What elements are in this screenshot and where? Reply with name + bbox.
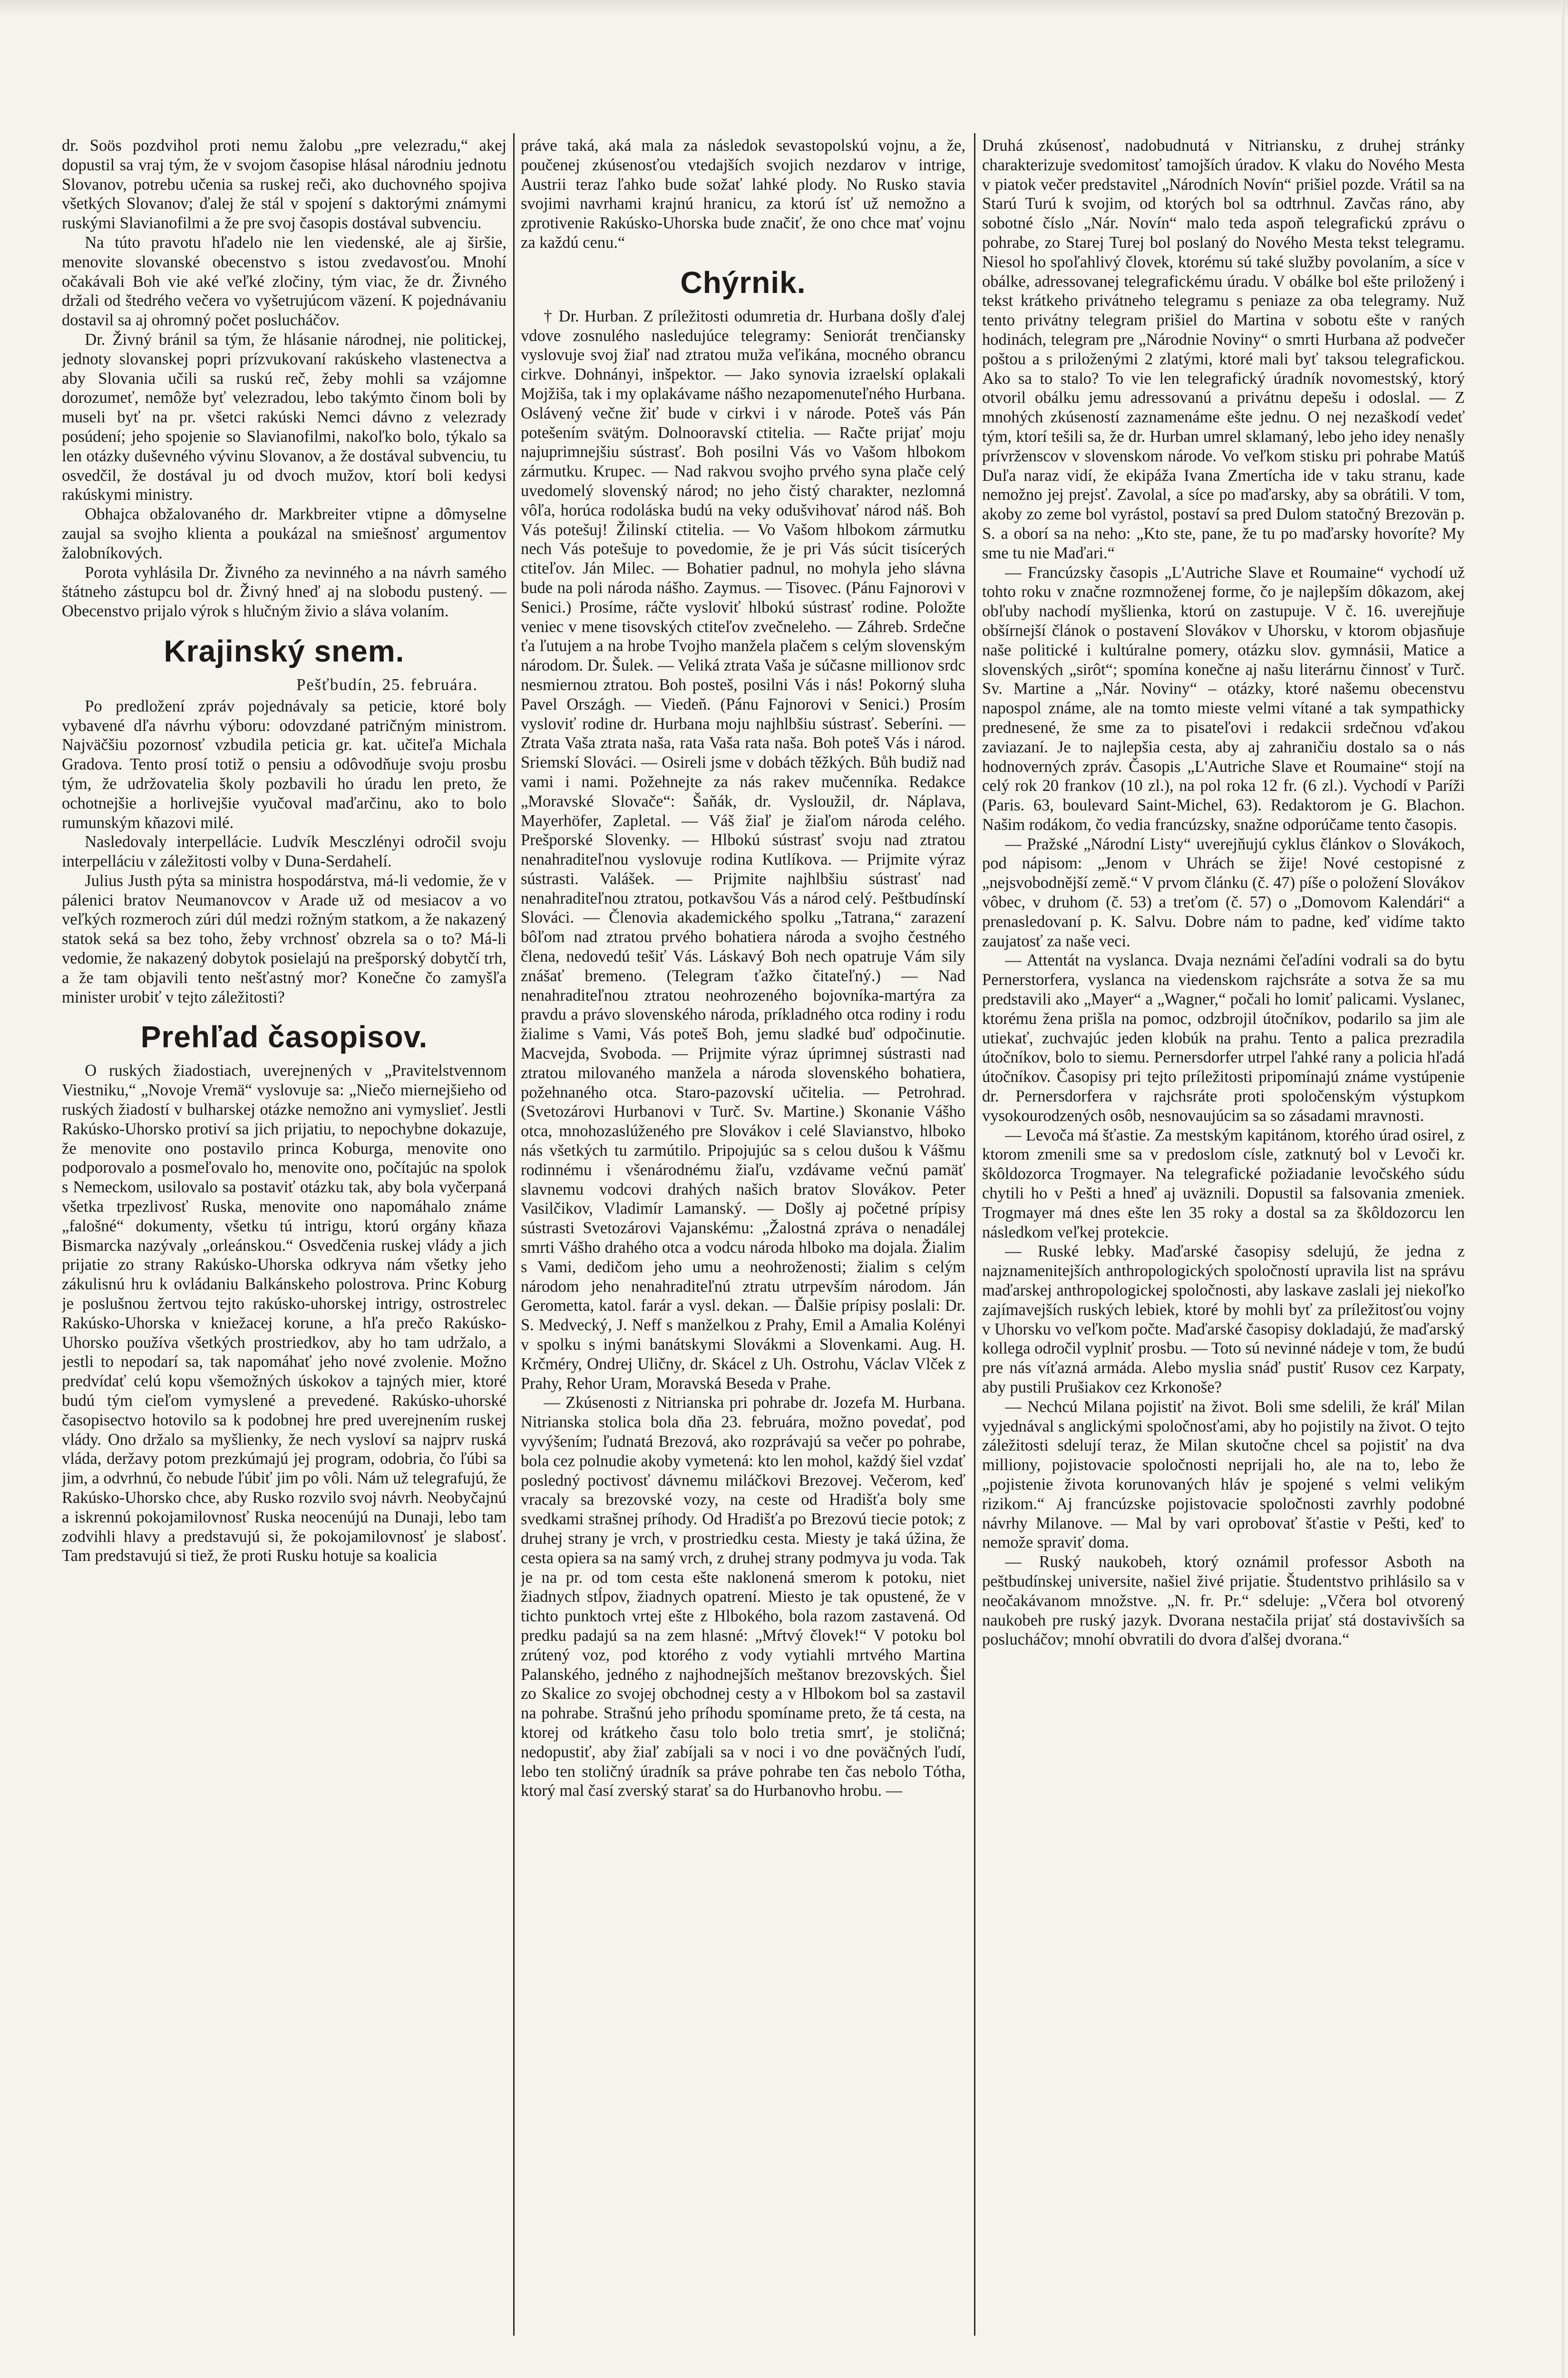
- article-paragraph: Porota vyhlásila Dr. Živného za nevinného a na návrh samého štátneho zástupcu bol dr. Živný hneď aj na slobodu pustený. — Obecenstvo prijalo výrok s hlučným živio a sláva volaním.: [62, 563, 506, 621]
- article-paragraph: Julius Justh pýta sa ministra hospodárstva, má-li vedomie, že v pálenici bratov Neumanovcov v Arade už od mesiacov a vo veľkých rozmeroch zúri dúl medzi rožným statkom, a že nakazený statok seká sa bez toho, žeby vrchnosť obzrela sa o to? Má-li vedomie, že nakazený dobytok posielajú na prešporský dobytčí trh, a že tam objavili tento nešťastný mor? Konečne čo zamyšľa minister urobiť v tejto záležitosti?: [62, 871, 506, 1006]
- news-item: — Attentát na vyslanca. Dvaja neznámi čeľadíni vodrali sa do bytu Pernerstorfera, vyslanca na viedenskom rajchsráte a sotva že sa mu predstavili ako „Mayer“ a „Wagner,“ počali ho lomiť palicami. Vyslanec, ktorému žena prišla na pomoc, odzbrojil útočníkov, podarilo sa jim ale utiekať, zuchvajúc jeden klobúk na prahu. Tento a palica prezradila útočníkov, bolo to siemu. Pernersdorfer utrpel ľahké rany a policia hľadá útočníkov. Časopisy pri tejto príležitosti pripomínajú známe vystúpenie dr. Pernersdorfera v rajchsráte proti spoločenským výstupkom vysokourodzených osôb, nesnovaujúcim sa so zásadami mravnosti.: [982, 951, 1465, 1125]
- dateline: Pešťbudín, 25. februára.: [296, 675, 478, 694]
- article-paragraph: Po predložení zpráv pojednávaly sa peticie, ktoré boly vybavené dľa návrhu výboru: odovzdané patričným ministrom. Najväčšiu pozornosť vzbudila peticia gr. kat. učiteľa Michala Gradova. Tento prosí totiž o pensiu a odôvodňuje svoju prosbu tým, že udržovatelia školy pozbavili ho úradu len preto, že ochotnejšie a horlivejšie vyučoval maďarčinu, ako to bolo rumunským kňazovi milé.: [62, 697, 506, 832]
- section-heading-chyrnik: Chýrnik.: [680, 265, 806, 300]
- news-item: — Zkúsenosti z Nitrianska pri pohrabe dr. Jozefa M. Hurbana. Nitrianska stolica bola dňa 23. februára, možno povedať, pod vyvýšením; ľudnatá Brezová, ako rozprávajú sa večer po pohrabe, bola cez polnudie akoby vymetená: kto len mohol, každý šiel vzdať posledný poctivosť dávnemu miláčkovi Brezovej. Večerom, keď vracaly sa brezovské vozy, na ceste od Hradišťa boly sme svedkami strašnej príhody. Od Hradišťa po Brezovú tiecie potok; z druhej strany je vrch, v prostriedku cesta. Miesty je taká úžina, že cesta opiera sa na samý vrch, z druhej strany podmyva ju voda. Tak je na pr. od tom cesta ešte naklonená smerom k potoku, niet žiadnych stĺpov, žiadnych opatrení. Miesto je tak opustené, že v tichto punktoch vrtej ešte z Hlbokého, bola razom zastavená. Od predku padajú sa na zem hlasné: „Mŕtvý človek!“ V potoku bol zrútený voz, pod ktorého z vody vytiahli mrtvého Martina Palanského, jedného z najhodnejších meštanov brezovských. Šiel zo Skalice zo svojej obchodnej cesty a v Hlbokom bol sa zastavil na pohrabe. Strašnú jeho príhodu spomíname preto, že tá cesta, na ktorej od krátkeho času tolo bolo tretia smrť, je stoličná; nedopustiť, aby žiaľ zabíjali sa v noci i vo dne poväčných ľudí, lebo ten stoličný úradník sa práve pohrabe ten čas nebolo Tótha, ktorý mal časí zverský starať sa do Hurbanovho hrobu. —: [521, 1394, 965, 1800]
- article-paragraph: Dr. Živný bránil sa tým, že hlásanie národnej, nie politickej, jednoty slovanskej popri prízvukovaní rakúskeho vlastenectva a aby Slovania učili sa ruskú reč, žeby mohli sa vzájomne dorozumeť, nemôže byť velezradou, lebo takýmto činom boli by museli byť na pr. všetci rakúski Nemci dávno z velezrady posúdení; jeho spojenie so Slavianofilmi, nakoľko bolo, týkalo sa len otázky duševného vývinu Slovanov, a že dostával subvenciu, tu osvedčil, že dostával ju od dvoch mužov, ktorí boli kedysi rakúskymi ministry.: [62, 330, 506, 504]
- column-1: [62, 136, 506, 2331]
- article-paragraph: práve taká, aká mala za následok sevastopolskú vojnu, a že, poučenej zkúsenosťou vtedajších svojich nezdarov v intrige, Austrii teraz ľahko bude sožať lahké plody. No Rusko stavia svojimi navrhami krajnú hranicu, za ktorú ísť už nemožno a zprotivenie Rakúsko-Uhorska bude značiť, že ono chce mať vojnu za každú cenu.“: [521, 136, 965, 252]
- column-divider: [974, 133, 975, 2336]
- news-item: — Nechcú Milana pojistiť na život. Boli sme sdelili, že kráľ Milan vyjednával s anglickými spoločnosťami, aby ho pojistily na život. O tejto záležitosti sdelují teraz, že Milan skutočne chcel sa pojistiť na dva milliony, pojistovacie spoločnosti neprijali ho, ale na to, lebo že „pojistenie života korunovaných hláv je spojené s velmi velikým rizikom.“ Aj francúzske pojistovacie spoločnosti zavrhly podobné návrhy Milanove. — Mal by vari oprobovať šťastie v Pešti, keď to nemože spraviť doma.: [982, 1397, 1465, 1552]
- news-item: — Ruský naukobeh, ktorý oznámil professor Asboth na peštbudínskej universite, našiel živé prijatie. Študentstvo prihlásilo sa v neočakávanom množstve. „N. fr. Pr.“ sdeluje: „Včera bol otvorený naukobeh pre ruský jazyk. Dvorana nestačila prijať stá dostavivších sa poslucháčov; mnohí obvratili do dvora ďalšej dvorana.“: [982, 1553, 1465, 1649]
- section-heading-prehlad: Prehľad časopisov.: [140, 1020, 428, 1054]
- column-2: [521, 136, 965, 2331]
- article-paragraph: dr. Soös pozdvihol proti nemu žalobu „pre velezradu,“ akej dopustil sa vraj tým, že v svojom časopise hlásal národniu jednotu Slovanov, potrebu učenia sa ruskej reči, ako duchovného spojiva všetkých Slovanov; ďalej že stál v spojení s daktorými známymi ruskými Slavianofilmi a že pre svoj časopis dostával subvenciu.: [62, 136, 506, 233]
- news-item: — Pražské „Národní Listy“ uverejňujú cyklus článkov o Slovákoch, pod nápisom: „Jenom v Uhrách se žije! Nové cestopisné z „nejsvobodnější země.“ V prvom článku (č. 47) píše o položení Slovákov vôbec, v druhom (č. 53) a treťom (č. 57) o „Domovom Kalendári“ a prenasledovaní p. K. Salvu. Dobre nám to padne, keď vidíme takto zaujatosť za naše veci.: [982, 835, 1465, 950]
- news-item: — Ruské lebky. Maďarské časopisy sdelujú, že jedna z najznamenitejších anthropologických spoločností upravila list na správu maďarskej anthropologickej spoločnosti, aby laskave zaslali jej niekoľko zajímavejších ruských lebiek, ktoré by mohli byť za príležitosťou vojny v Uhorsku vo veľkom počte. Maďarské časopisy dokladajú, že maďarský kollega odročil vyplniť prosbu. — Toto sú nevinné nádeje v tom, že budú pre nás víťazná armáda. Alebo myslia snáď pustiť Rusov cez Karpaty, aby pustili Prušiakov cez Krkonoše?: [982, 1242, 1465, 1396]
- article-paragraph: O ruských žiadostiach, uverejnených v „Pravitelstvennom Viestniku,“ „Novoje Vremä“ vyslovuje sa: „Niečo miernejšieho od ruských žiadostí v bulharskej otázke nemožno ani vymyslieť. Jestli Rakúsko-Uhorsko protiví sa jich prijatiu, to nepochybne dokazuje, že menovite ono postavilo princa Koburga, menovite ono podporovalo a posmeľovalo ho, menovite ono, počítajúc na spolok s Nemeckom, usilovalo sa postaviť otázku tak, aby bola vyčerpaná všetka trpezlivosť Ruska, menovite ono napomáhalo známe „falošné“ dokumenty, všetku tú intrigu, ktorú orgány kňaza Bismarcka nazývaly „orleánskou.“ Osvedčenia ruskej vlády a jich prijatie zo strany Rakúsko-Uhorska odkryva nám všetky jeho zákulisnú hru k ovládaniu Balkánskeho polostrova. Princ Koburg je poslušnou žertvou tejto rakúsko-uhorskej intrigy, ostrostreleс Rakúsko-Uhorska v kniežacej korune, a hľa prečo Rakúsko-Uhorsko používa všetkých prostriedkov, aby ho tam udržalo, a jestli to nepodarí sa, tak napomáhať jeho nové zvolenie. Možno predvídať celú kopu všemožných úskokov a tajných mier, ktoré budú tým cieľom vymyslené a prevedené. Rakúsko-uhorské časopisectvo hotovilo sa k podobnej hre pred uverejnením ruskej vlády. Ono držalo sa myšlienky, že nech vysloví sa najprv ruská vláda, deržavy potom prezkúmajú jej program, odobria, čo ľúbi sa jim, a odvrhnú, čo nebude ľúbiť jim po vôli. Nám už telegrafujú, že Rakúsko-Uhorsko chce, aby Rusko rozvilo svoj návrh. Neobyčajnú a iskrennú pokojamilovnosť Ruska neocenújú na Dunaji, lebo tam zodvihli hlavy a predstavujú si, že pokojamilovnosť je slabosť. Tam predstavujú si tiež, že proti Rusku hotuje sa koalicia: [62, 1062, 506, 1565]
- news-item: — Levoča má šťastie. Za mestským kapitánom, ktorého úrad osirel, z ktorom zmenili sme sa v predoslom císle, zatknutý bol v Levoči kr. škôldozorca Trogmayer. Na telegrafické požiadanie levočského súdu chytili ho v Pešti a hneď aj uväznili. Dopustil sa falsovania zmeniek. Trogmayer má dnes ešte len 35 roky a dostal sa za škôldozorcu len následkom veľkej protekcie.: [982, 1126, 1465, 1241]
- section-heading-snem: Krajinský snem.: [164, 633, 405, 668]
- article-paragraph: Nasledovaly interpellácie. Ludvík Mesczlényi odročil svoju interpelláciu v záležitosti volby v Duna-Serdahelí.: [62, 833, 506, 871]
- page-top-edge: [0, 0, 1568, 17]
- column-divider: [513, 133, 515, 2336]
- column-3: [982, 136, 1465, 2331]
- page-edge-shadow: [1561, 0, 1564, 2378]
- news-item: † Dr. Hurban. Z príležitosti odumretia dr. Hurbana došly ďalej vdove zosnulého nasledujúce telegramy: Seniorát trenčiansky vyslovuje svoj žiaľ nad ztratou muža veľikána, mocného obrancu cirkve. Dohnányi, inšpektor. — Jako synovia izraelskí oplakali Mojžiša, tak i my oplakávame nášho nezapomenuteľného Hurbana. Oslávený večne žiť bude v cirkvi i v národe. Poteš vás Pán potešením svätým. Dolnooravskí ctitelia. — Račte prijať moju najuprimnejšiu sústrasť. Boh posilni Vás vo Vašom hlbokom zármutku. Krupec. — Nad rakvou svojho prvého syna plače celý uvedomelý slovenský národ; no jeho čistý charakter, nezlomná vôľa, horúca rodoláska budú na veky odušvihovať národ náš. Boh Vás potešuj! Žilinskí ctitelia. — Vo Vašom hlbokom zármutku nech Vás potešuje to povedomie, že je pri Vás súcit tisícerých ctiteľov. Ján Milec. — Bohatier padnul, no mohyla jeho slávna bude na poli národa nášho. Zaymus. — Tisovec. (Pánu Fajnorovi v Senici.) Prosíme, ráčte vysloviť hlbokú sústrasť rodine. Položte veniec v mene tisovských ctiteľov zvečneleho. — Záhreb. Srdečne ťa ľutujem a na hrobe Tvojho manžela plačem s celým slovenským národom. Dr. Šulek. — Veliká ztrata Vaša je súčasne millionov srdc nesmiernou ztratou. Boh posteš, posilni Vás i nás! Pokorný sluha Pavel Országh. — Viedeň. (Pánu Fajnorovi v Senici.) Prosím vysloviť rodine dr. Hurbana moju najhlbšiu sústrasť. Seberíni. — Ztrata Vaša ztrata naša, rata Vaša rata naša. Boh poteš Vás i národ. Sriemskí Slováci. — Osireli jsme v dobách těžkých. Bůh budiž nad vami i nami. Požehnejte za nás rakev mučenníka. Redakce „Moravské Slovače“: Šaňák, dr. Vysloužil, dr. Náplava, Mayerhöfer, Zapletal. — Váš žiaľ je žiaľom národa celého. Prešporské Slovenky. — Hlbokú sústrasť svoju nad ztratou nenahraditeľnou vyslovuje rodina Kutlíkova. — Prijmite výraz sústrasti. Valášek. — Prijmite najhlbšiu sústrasť nad nenahraditeľnou ztratou, potkavšou Vás a národ celý. Peštbudínskí Slováci. — Členovia akademického spolku „Tatrana,“ zarazení bôľom nad ztratou prvého bohatiera národa a svojho čestného člena, nedovedú tešiť Vás. Láskavý Boh nech opatruje Vám sily znášať bremeno. (Telegram ťažko čitateľný.) — Nad nenahraditeľnou ztratou neohrozeného bojovníka-martýra za pravdu a právo slovenského národa, príkladného otca rodiny i rodu žialime s Vami, Vás poteš Boh, jemu sladké buď odpočinutie. Macvejda, Svoboda. — Prijmite výraz úprimnej sústrasti nad ztratou milovaného manžela a národa slovenského bohatiera, požehnaného otca. Staro-pazovskí učitelia. — Petrohrad. (Svetozárovi Hurbanovi v Turč. Sv. Martine.) Skonanie Vášho otca, mnohozaslúženého pre Slovákov i celé Slavianstvo, hlboko nás všetkých tu zarmútilo. Pripojujúc sa s celou dušou k Vášmu rodinnému i všenárodnému žiaľu, vzdávame večnú pamäť slavnemu vodcovi drahých našich bratov Slovákov. Peter Vasilčikov, Vladimír Lamanský. — Došly aj početné prípisy sústrasti Svetozárovi Vajanskému: „Žalostná zpráva o nenadálej smrti Vášho drahého otca a vodcu národa hlboko ma dojala. Žialim s Vami, dedičom jeho umu a neohroženosti; žialim s celým národom jeho nenahraditeľnú ztratu utrpevším národom. Ján Gerometta, katol. farár a vysl. dekan. — Ďalšie prípisy poslali: Dr. S. Medvecký, J. Neff s manželkou z Prahy, Emil a Amalia Kolényi v spolku s inými banátskymi Slovákmi a Slovenkami. Aug. H. Krčméry, Ondrej Uličny, dr. Skácel z Uh. Ostrohu, Václav Vlček z Prahy, Rehor Uram, Moravská Beseda v Prahe.: [521, 307, 965, 1393]
- news-item: Druhá zkúsenosť, nadobudnutá v Nitriansku, z druhej stránky charakterizuje svedomitosť tamojších úradov. K vlaku do Nového Mesta v piatok večer predstavitel „Národních Novín“ prišiel pozde. Vrátil sa na Starú Turú k svojim, od ktorých bol sa odtrhnul. Zavčas ráno, aby sobotné číslo „Nár. Novín“ malo teda aspoň telegrafickú zprávu o pohrabe, zo Starej Turej bol poslaný do Nového Mesta tekst telegramu. Niesol ho spoľahlivý človek, ktorému sú také služby povolaním, a síce v obálke, adressovanej telegrafickému úradu. V obálke bol ešte priložený i tekst krátkeho privátneho telegramu s peniaze za oba telegramy. Nuž tento privátny telegram prišiel do Martina v sobotu ešte v raných hodinách, telegram pre „Národnie Noviny“ o smrti Hurbana až podvečer poštou a s priloženými 2 zlatými, ktoré mali byť taksou telegrafickou. Ako sa to stalo? To vie len telegrafický úradník novomestský, ktorý otvoril obálku jemu adressovanú a privátnu depešu i odoslal. — Z mnohých zkúseností zaznamenáme ešte jednu. O nej nezaškodí vedeť tým, ktorí tešili sa, že dr. Hurban umrel sklamaný, lebo jeho idey nenašly prívrženscov v slovenskom národe. Vo veľkom stisku pri pohrabe Matúš Duľa naraz vidí, že ekipáža Ivana Zmertícha ide v taku stranu, kade nemožno jej prejsť. Zavolal, a síce po maďarsky, aby sa obrátili. V tom, akoby zo zeme bol vyrástol, postaví sa pred Dulom statočný Brezovän p. S. a oborí sa na neho: „Kto ste, pane, že tu po maďarsky hovoríte? My sme tu nie Maďari.“: [982, 136, 1465, 562]
- news-item: — Francúzsky časopis „L'Autriche Slave et Roumaine“ vychodí už tohto roku v značne rozmnoženej forme, čo je najlepším dôkazom, akej obľuby nachodí myšlienka, ktorú on zastupuje. V č. 16. uverejňuje obšírnejší článok o postavení Slovákov v Uhorsku, v ktorom objasňuje naše politické i kultúralne pomery, otázku slov. gymnásii, Matice a slovenských „sirôt“; spomína konečne aj našu literárnu činnosť v Turč. Sv. Martine a „Nár. Noviny“ – otázky, ktoré našemu obecenstvu napospol známe, ale na tomto mieste velmi vítané a tak sympathicky prednesené, že sme za to pisateľovi i redakcii srdečnou vďakou zaviazaní. Je to najlepšia cesta, aby aj zahraničiu dostalo sa o nás hodnoverných zpráv. Časopis „L'Autriche Slave et Roumaine“ stojí na celý rok 20 frankov (10 zl.), na pol roka 12 fr. (6 zl.). Vychodí v Paríži (Paris. 63, boulevard Saint-Michel, 63). Redaktorom je G. Blachon. Našim rodákom, čo vedia francúzsky, snažne odporúčame tento časopis.: [982, 563, 1465, 834]
- article-paragraph: Na túto pravotu hľadelo nie len viedenské, ale aj širšie, menovite slovanské obecenstvo s istou zvedavosťou. Mnohí očakávali Boh vie aké veľké zločiny, tým viac, že dr. Živného držali od štedrého večera vo vyšetrujúcom väzení. K pojednávaniu dostavil sa aj ohromný počet poslucháčov.: [62, 233, 506, 330]
- article-paragraph: Obhajca obžalovaného dr. Markbreiter vtipne a dômyselne zaujal sa svojho klienta a poukázal na smiešnosť argumentov žalobníkových.: [62, 505, 506, 562]
